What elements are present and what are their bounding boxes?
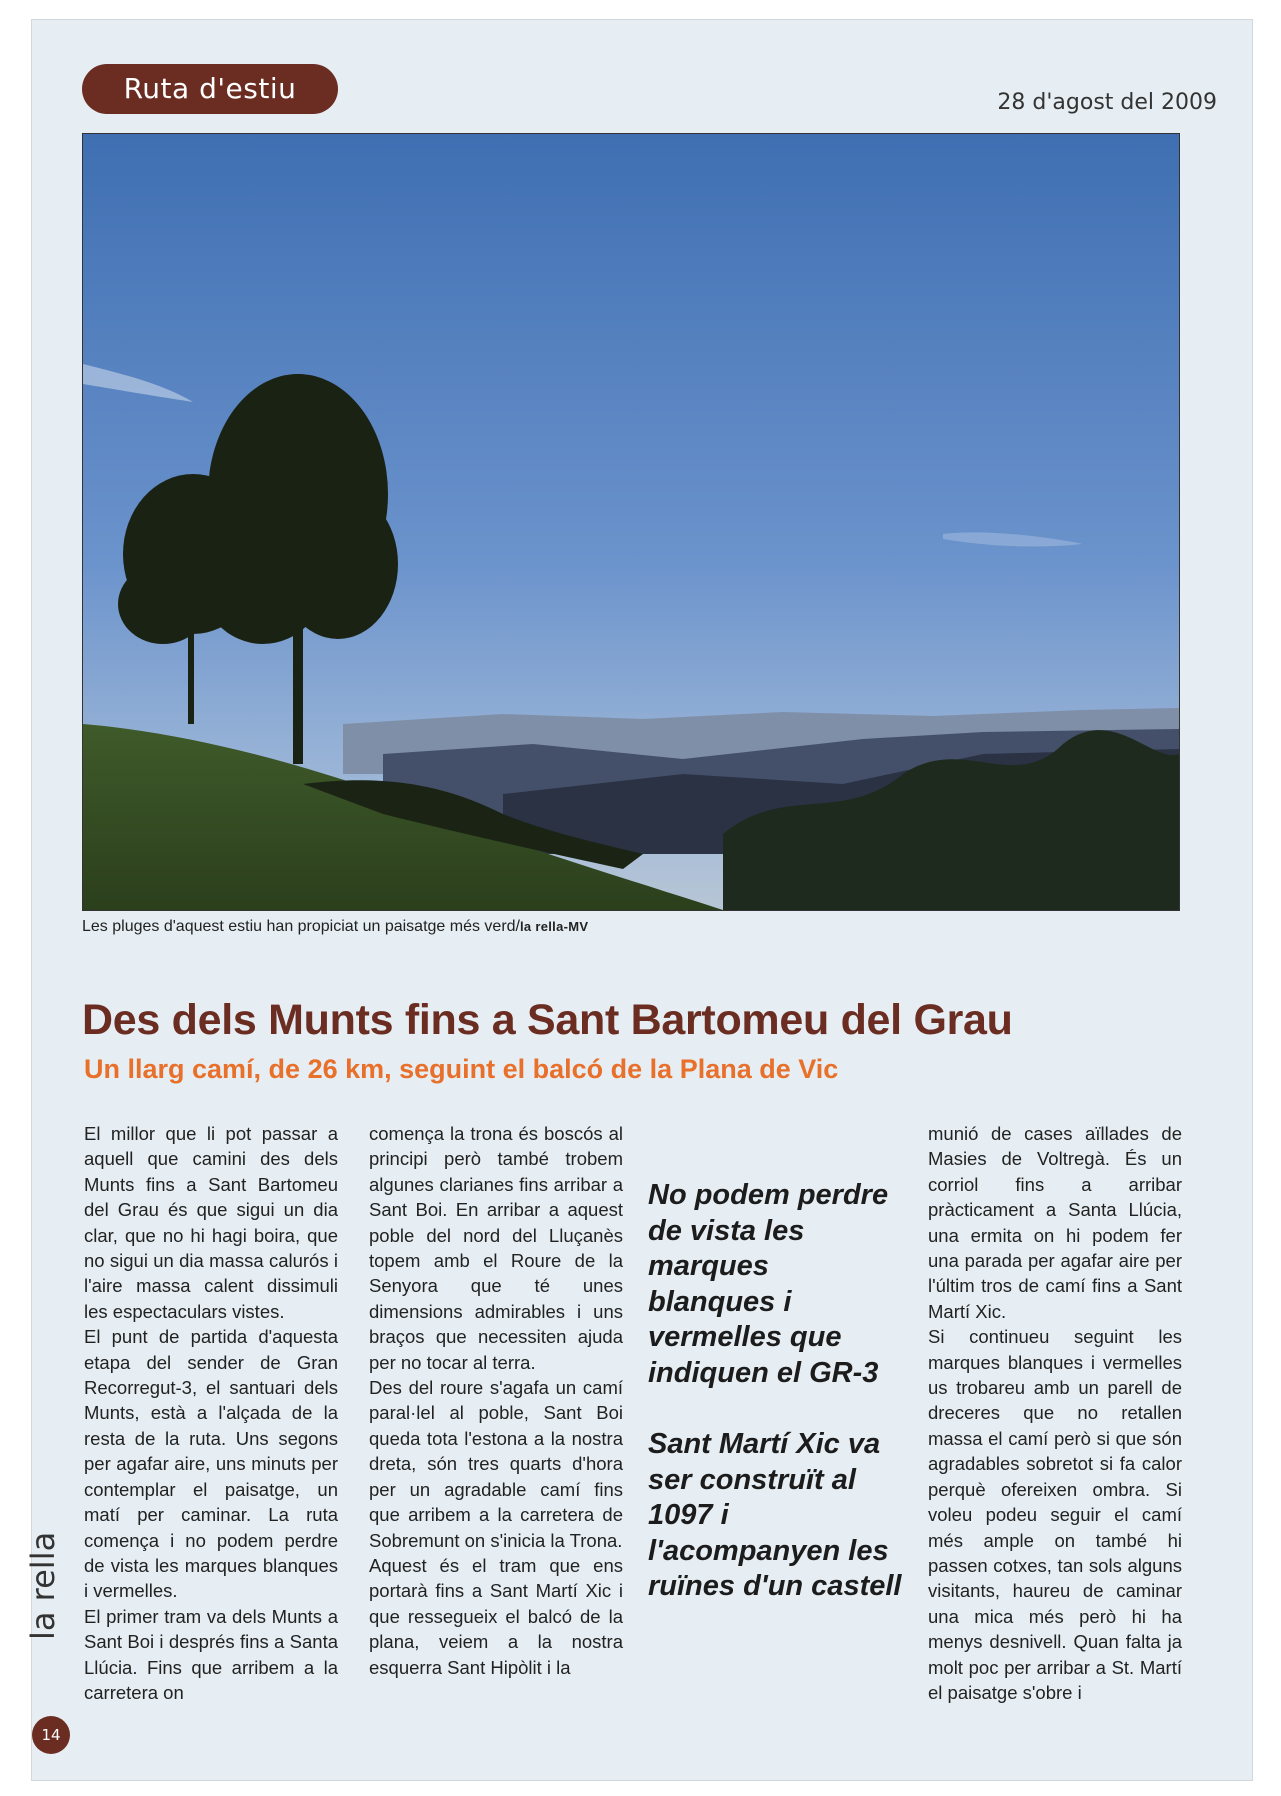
paragraph: comença la trona és boscós al principi però també trobem algunes clarianes fins arribar a Sant Boi. En arribar a aquest poble del nord del Lluçanès topem amb el Roure de la Senyora que té unes dimensions admirables i uns braços que necessiten ajuda per no tocar al terra. (369, 1123, 623, 1373)
paragraph: Si continueu seguint les marques blanques i vermelles us trobareu amb un parell de dreceres que no retallen massa el camí però si que són agradables sobretot si fa calor perquè ofereixen ombra. Si voleu podeu seguir el camí més ample on també hi passen cotxes, tan sols alguns visitants, haureu de caminar una mica més però hi ha menys desnivell. Quan falta ja molt poc per arribar a St. Martí el paisatge s'obre i (928, 1326, 1182, 1703)
paragraph: El primer tram va dels Munts a Sant Boi i després fins a Santa Llúcia. Fins que arribem a la carretera on (84, 1605, 338, 1703)
paragraph: El millor que li pot passar a aquell que camini des dels Munts fins a Sant Bartomeu del Grau és que sigui un dia clar, que no hi hagi boira, que no sigui un dia massa calurós i l'aire massa calent dissimuli les espectaculars vistes. (84, 1123, 338, 1322)
landscape-photo (82, 133, 1180, 911)
page-number: 14 (32, 1716, 70, 1754)
pull-quote: Sant Martí Xic va ser construït al 1097 i l'acompanyen les ruïnes d'un castell (648, 1428, 902, 1602)
text-column-1 (84, 1121, 338, 1705)
issue-date: 28 d'agost del 2009 (997, 90, 1217, 115)
magazine-brand: la rella (24, 1531, 62, 1640)
paragraph: El punt de partida d'aquesta etapa del sender de Gran Recorregut-3, el santuari dels Munts, està a l'alçada de la resta de la ruta. Uns segons per agafar aire, uns minuts per contemplar el paisatge, un matí per caminar. La ruta comença i no podem perdre de vista les marques blanques i vermelles. (84, 1326, 338, 1602)
caption-text: Les pluges d'aquest estiu han propiciat un paisatge més verd/ (82, 918, 520, 935)
text-column-4 (928, 1121, 1182, 1705)
photo-credit: la rella-MV (520, 919, 589, 934)
paragraph: Aquest és el tram que ens portarà fins a Sant Martí Xic i que ressegueix el balcó de la plana, veiem a la nostra esquerra Sant Hipòlit i la (369, 1554, 623, 1678)
section-label: Ruta d'estiu (82, 64, 338, 114)
text-column-2 (369, 1121, 623, 1680)
paragraph: munió de cases aïllades de Masies de Voltregà. És un corriol fins a arribar pràcticament a Santa Llúcia, una ermita on hi podem fer una parada per agafar aire per l'últim tros de camí fins a Sant Martí Xic. (928, 1123, 1182, 1322)
article-title: Des dels Munts fins a Sant Bartomeu del Grau (82, 996, 1013, 1044)
pull-quote: No podem perdre de vista les marques blanques i vermelles que indiquen el GR-3 (648, 1179, 889, 1389)
article-subtitle: Un llarg camí, de 26 km, seguint el balcó de la Plana de Vic (84, 1054, 839, 1084)
photo-caption (82, 918, 588, 936)
landscape-illustration (83, 134, 1179, 910)
paragraph: Des del roure s'agafa un camí paral·lel al poble, Sant Boi queda tota l'estona a la nostra dreta, són tres quarts d'hora per un agradable camí fins que arribem a la carretera de Sobremunt on s'inicia la Trona. (369, 1377, 623, 1551)
